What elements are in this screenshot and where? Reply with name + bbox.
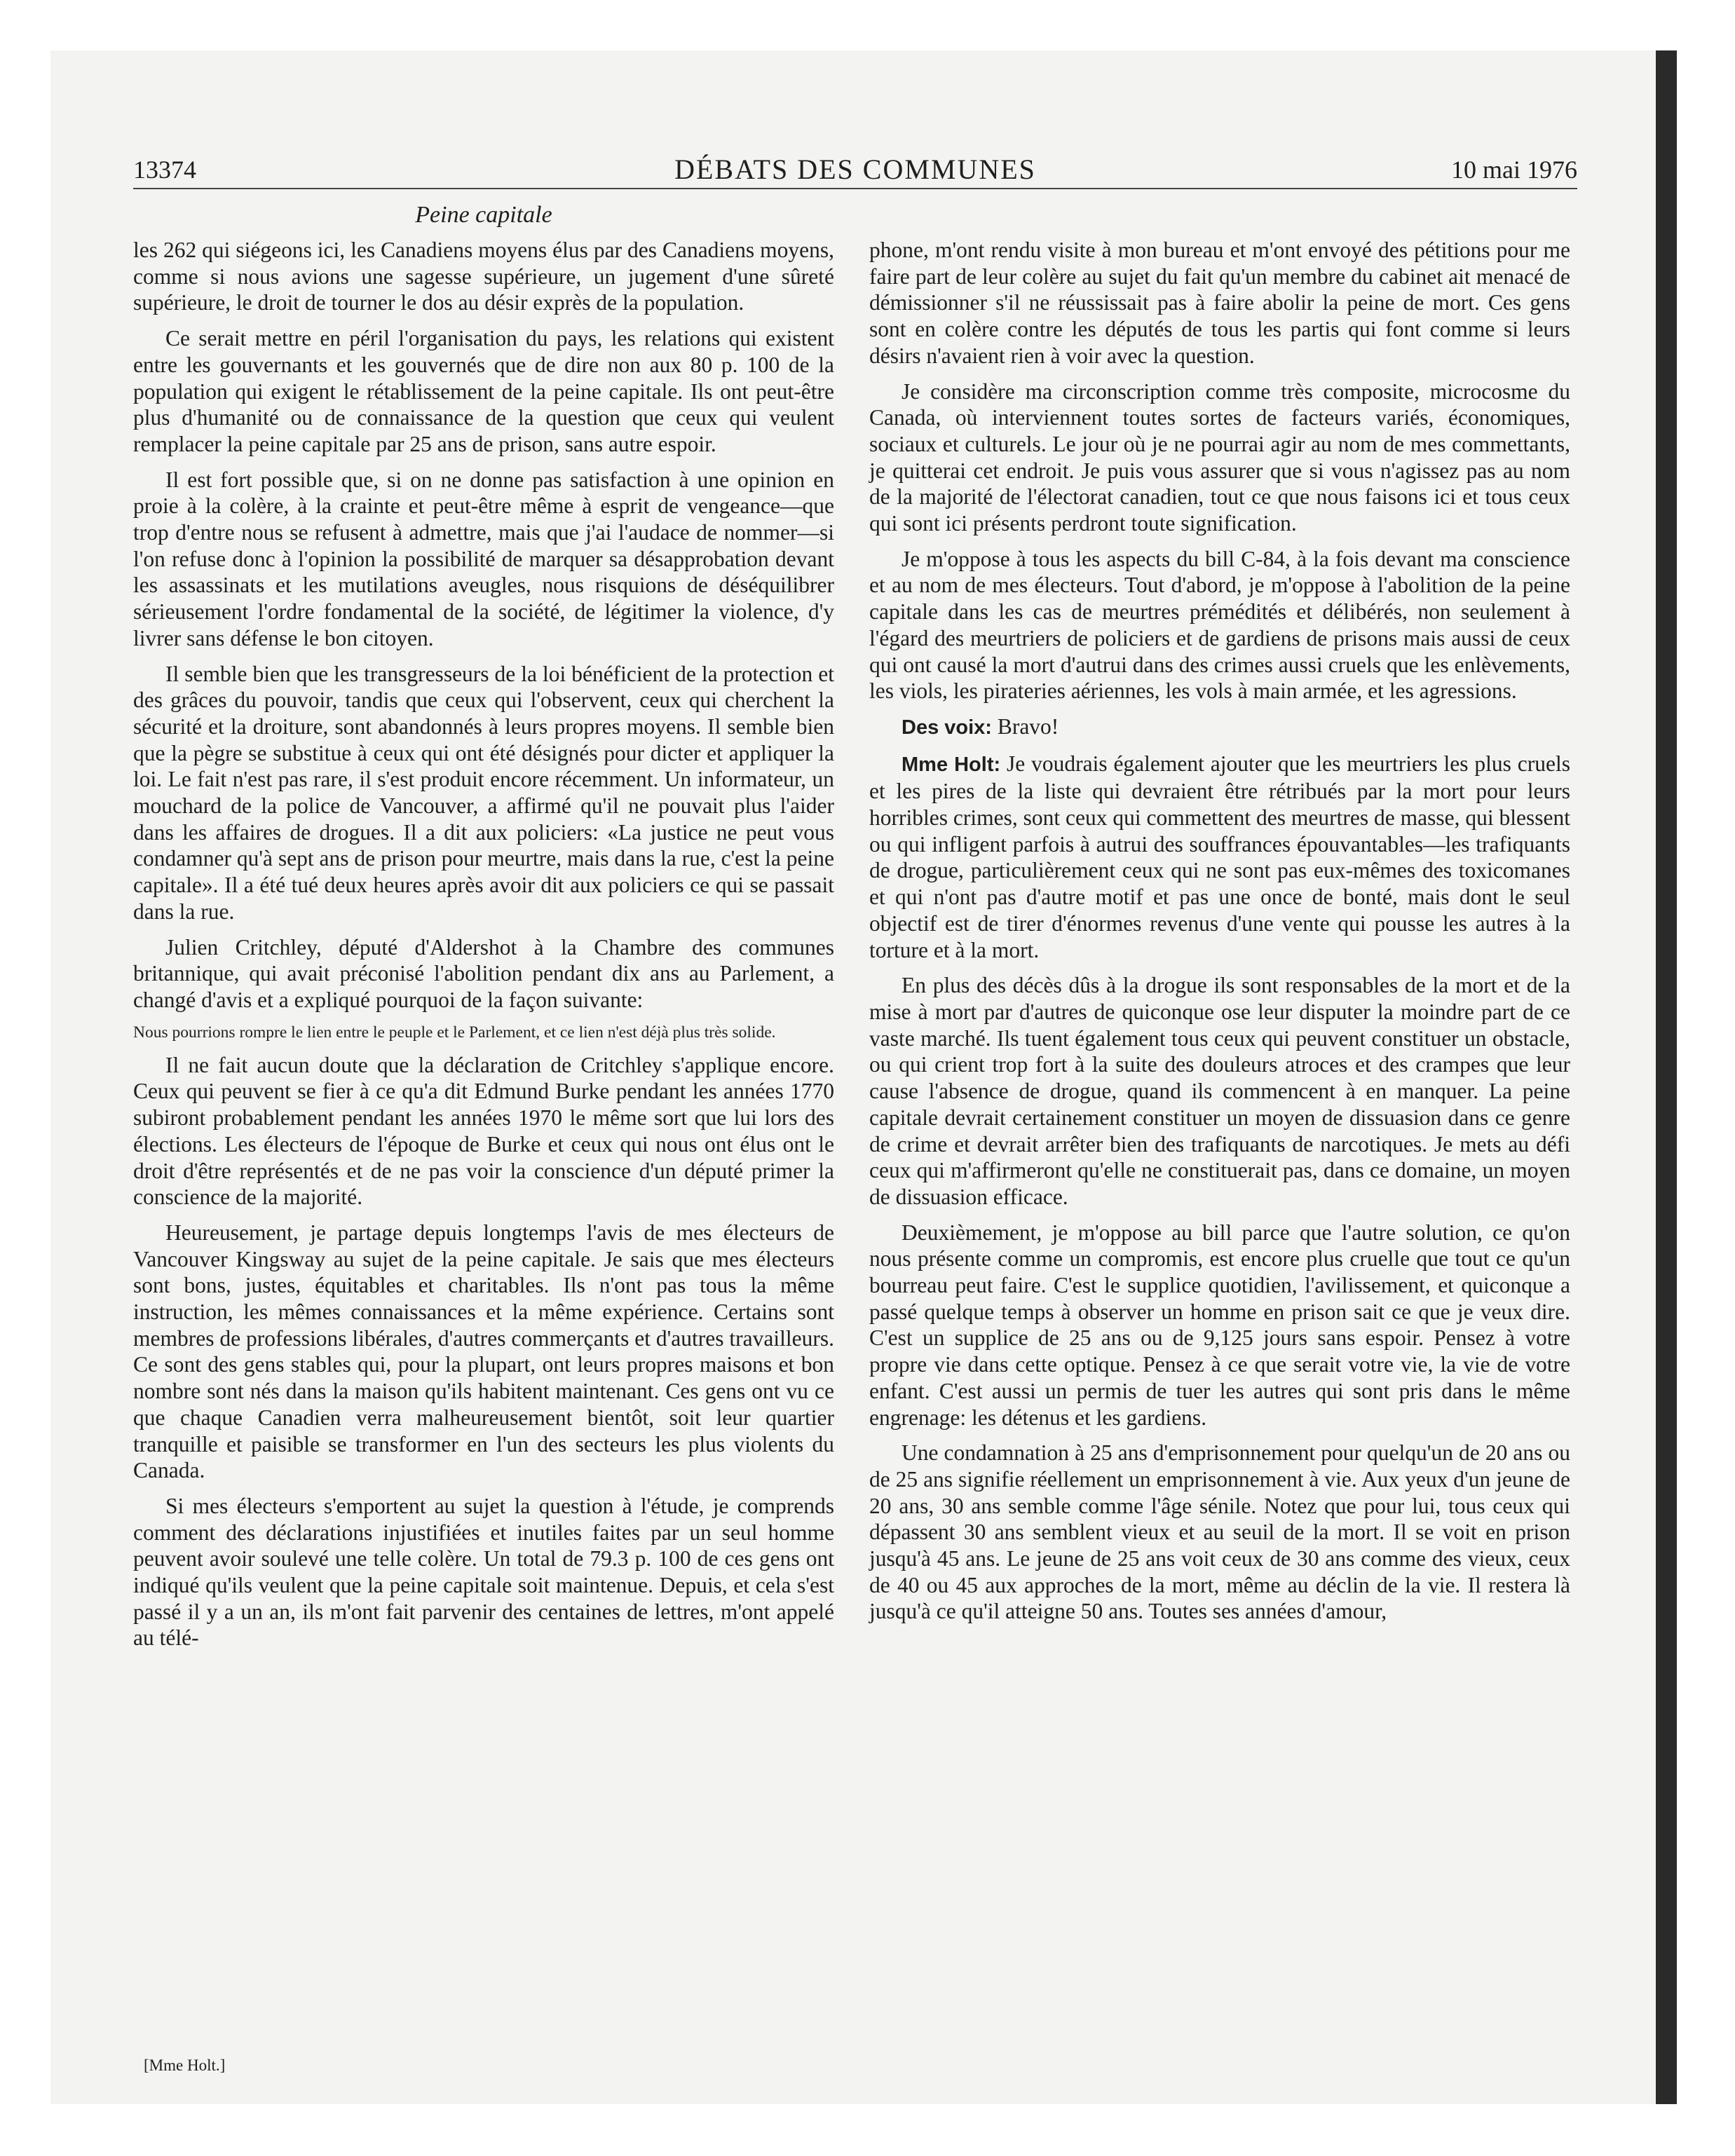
- speech-paragraph: [869, 751, 1570, 964]
- page-number: 13374: [133, 156, 196, 184]
- speaker-footnote: [Mme Holt.]: [144, 2056, 226, 2074]
- paragraph: Julien Critchley, député d'Aldershot à la Chambre des communes britannique, qui avait préconisé l'abolition pendant dix ans au Parlement, a changé d'avis et a expliqué pourquoi de la façon suivante:: [133, 934, 834, 1012]
- paragraph: Il ne fait aucun doute que la déclaration de Critchley s'applique encore. Ceux qui peuvent se fier à ce qu'a dit Edmund Burke pendant les années 1770 subiront probablement pendant les années 1970 le même sort que lui lors des élections. Les électeurs de l'époque de Burke et ceux qui nous ont élus ont le droit d'être représentés et de ne pas voir la conscience d'un député primer la conscience de la majorité.: [133, 1052, 834, 1210]
- page-header: [133, 150, 1577, 189]
- paragraph: Je considère ma circonscription comme très composite, microcosme du Canada, où interviennent toutes sortes de facteurs variés, économiques, sociaux et culturels. Le jour où je ne pourrai agir au nom de mes commettants, je quitterai cet endroit. Je puis vous assurer que si vous n'agissez pas au nom de la majorité de l'électorat canadien, tout ce que nous faisons ici et tous ceux qui sont ici présents perdront toute signification.: [869, 378, 1570, 536]
- paragraph: phone, m'ont rendu visite à mon bureau et m'ont envoyé des pétitions pour me faire part de leur colère au sujet du fait qu'un membre du cabinet ait menacé de démissionner s'il ne réussissait pas à faire abolir la peine de mort. Ces gens sont en colère contre les députés de tous les partis qui font comme si leurs désirs n'avaient rien à voir avec la question.: [869, 238, 1570, 368]
- paragraph: En plus des décès dûs à la drogue ils sont responsables de la mort et de la mise à mort par d'autres de quiconque ose leur disputer la moindre part de ce vaste marché. Ils tuent également tous ceux qui peuvent constituer un obstacle, ou qui crient trop fort à la suite des douleurs atroces et des crampes que leur cause l'absence de drogue, quand ils commencent à en manquer. La peine capitale devrait certainement constituer un moyen de dissuasion dans ce genre de crime et devrait arrêter bien des trafiquants de narcotiques. Je mets au défi ceux qui m'affirmeront qu'elle ne constituerait pas, dans ce domaine, un moyen de dissuasion efficace.: [869, 973, 1570, 1209]
- page-date: 10 mai 1976: [1451, 156, 1577, 184]
- scan-edge-bar: [1656, 50, 1677, 2104]
- speaker-label: Mme Holt:: [901, 753, 1001, 776]
- block-quote: Nous pourrions rompre le lien entre le peuple et le Parlement, et ce lien n'est déjà plus très solide.: [133, 1023, 776, 1042]
- paragraph: Il semble bien que les transgresseurs de la loi bénéficient de la protection et des grâces du pouvoir, tandis que ceux qui l'observent, ceux qui cherchent la sécurité et la droiture, sont abandonnés à leurs propres moyens. Il semble bien que la pègre se substitue à ceux qui ont été désignés pour dicter et appliquer la loi. Le fait n'est pas rare, il s'est produit encore récemment. Un informateur, un mouchard de la police de Vancouver, a affirmé qu'il ne pouvait plus l'aider dans les affaires de drogues. Il a dit aux policiers: «La justice ne peut vous condamner qu'à sept ans de prison pour meurtre, mais dans la rue, c'est la peine capitale». Il a été tué deux heures après avoir dit aux policiers ce qui se passait dans la rue.: [133, 661, 834, 924]
- paragraph: Heureusement, je partage depuis longtemps l'avis de mes électeurs de Vancouver Kingsway au sujet de la peine capitale. Je sais que mes électeurs sont bons, justes, équitables et charitables. Ils n'ont pas tous la même instruction, les mêmes connaissances et la même expérience. Certains sont membres de professions libérales, d'autres commerçants et d'autres travailleurs. Ce sont des gens stables qui, pour la plupart, ont leurs propres maisons et bon nombre sont nés dans la maison qu'ils habitent maintenant. Ces gens ont vu ce que chaque Canadien verra malheureusement bientôt, soit leur quartier tranquille et paisible se transformer en l'un des secteurs les plus violents du Canada.: [133, 1220, 834, 1483]
- interjection: [869, 714, 1570, 742]
- paragraph: Il est fort possible que, si on ne donne pas satisfaction à une opinion en proie à la colère, à la crainte et peut-être même à esprit de vengeance—que trop d'entre nous se refusent à admettre, mais que j'ai l'audace de nommer—si l'on refuse donc à l'opinion la possibilité de marquer sa désapprobation devant les assassinats et les mutilations aveugles, nous risquions de déséquilibrer sérieusement l'ordre fondamental de la société, de légitimer la violence, d'y livrer sans défense le bon citoyen.: [133, 467, 834, 650]
- paragraph: Une condamnation à 25 ans d'emprisonnement pour quelqu'un de 20 ans ou de 25 ans signifie réellement un emprisonnement à vie. Aux yeux d'un jeune de 20 ans, 30 ans semble comme l'âge sénile. Notez que pour lui, tous ceux qui dépassent 30 ans semblent vieux et au seuil de la mort. Il se voit en prison jusqu'à 45 ans. Le jeune de 25 ans voit ceux de 30 ans comme des vieux, ceux de 40 ou 45 aux approches de la mort, même au déclin de la vie. Il restera là jusqu'à ce qu'il atteigne 50 ans. Toutes ses années d'amour,: [869, 1440, 1570, 1624]
- section-title: Peine capitale: [415, 202, 552, 228]
- paragraph: les 262 qui siégeons ici, les Canadiens moyens élus par des Canadiens moyens, comme si nous avions une sagesse supérieure, un jugement d'une sûreté supérieure, le droit de tourner le dos au désir exprès de la population.: [133, 238, 834, 315]
- paragraph: Si mes électeurs s'emportent au sujet la question à l'étude, je comprends comment des déclarations injustifiées et inutiles faites par un seul homme peuvent avoir soulevé une telle colère. Un total de 79.3 p. 100 de ces gens ont indiqué qu'ils veulent que la peine capitale soit maintenue. Depuis, et cela s'est passé il y a un an, ils m'ont fait parvenir des centaines de lettres, m'ont appelé au télé-: [133, 1493, 834, 1651]
- interjection-text: Bravo!: [991, 714, 1059, 739]
- paragraph: Je m'oppose à tous les aspects du bill C-84, à la fois devant ma conscience et au nom de mes électeurs. Tout d'abord, je m'oppose à l'abolition de la peine capitale dans les cas de meurtres prémédités et délibérés, non seulement à l'égard des meurtriers de policiers et de gardiens de prisons mais aussi de ceux qui ont causé la mort d'autrui dans des crimes aussi cruels que les enlèvements, les viols, les pirateries aériennes, les vols à main armée, et les agressions.: [869, 546, 1570, 704]
- header-rule: [133, 188, 1577, 189]
- speaker-label: Des voix:: [901, 716, 992, 739]
- left-column: [133, 237, 834, 1660]
- paragraph: Ce serait mettre en péril l'organisation du pays, les relations qui existent entre les gouvernants et les gouvernés que de dire non aux 80 p. 100 de la population qui exigent le rétablissement de la peine capitale. Ils ont peut-être plus d'humanité ou de connaissance de la question que ceux qui veulent remplacer la peine capitale par 25 ans de prison, sans autre espoir.: [133, 326, 834, 456]
- right-column: [869, 237, 1570, 1634]
- speech-text: Je voudrais également ajouter que les meurtriers les plus cruels et les pires de la liste qui devraient être rétribués par la mort pour leurs horribles crimes, sont ceux qui commettent des meurtres de masse, qui blessent ou qui infligent parfois à autrui des souffrances épouvantables—les trafiquants de drogue, particulièrement ceux qui ne sont pas eux-mêmes des toxicomanes et qui n'ont pas d'autre motif et pas une once de bonté, mais dont le seul objectif est de tirer d'énormes revenus d'une vente qui pousse les autres à la torture et à la mort.: [869, 751, 1570, 962]
- publication-title: DÉBATS DES COMMUNES: [674, 153, 1036, 185]
- paragraph: Deuxièmement, je m'oppose au bill parce que l'autre solution, ce qu'on nous présente comme un compromis, est encore plus cruelle que tout ce qu'un bourreau peut faire. C'est le supplice quotidien, l'avilissement, et quiconque a passé quelque temps à observer un homme en prison sait ce que je veux dire. C'est un supplice de 25 ans ou de 9,125 jours sans espoir. Pensez à votre propre vie dans cette optique. Pensez à ce que serait votre vie, la vie de votre enfant. C'est aussi un permis de tuer les autres qui sont pris dans le même engrenage: les détenus et les gardiens.: [869, 1220, 1570, 1430]
